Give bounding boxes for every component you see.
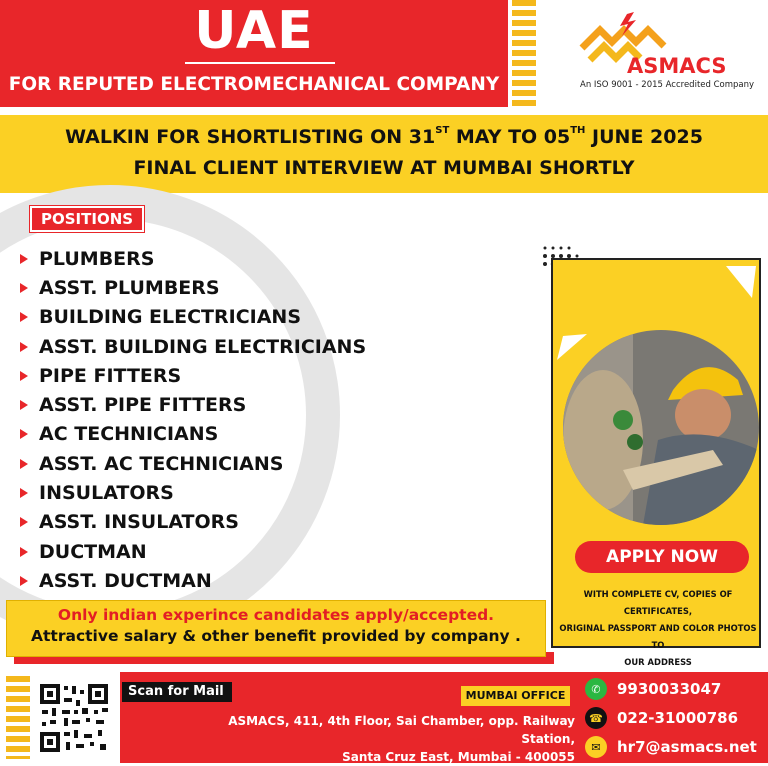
contact-mobile[interactable]: ✆ 9930033047 [585, 678, 721, 700]
triangle-decoration [722, 262, 758, 302]
interview-note: FINAL CLIENT INTERVIEW AT MUMBAI SHORTLY [133, 157, 635, 179]
positions-list [20, 244, 366, 596]
notice-box [6, 600, 546, 657]
contact-email[interactable]: ✉ hr7@asmacs.net [585, 736, 757, 758]
list-item: ASST. PIPE FITTERS [20, 390, 366, 419]
arrow-icon [20, 459, 28, 469]
list-item: PLUMBERS [20, 244, 366, 273]
logo-name: ASMACS [627, 54, 727, 78]
arrow-icon [20, 547, 28, 557]
mail-icon: ✉ [585, 736, 607, 758]
list-item: BUILDING ELECTRICIANS [20, 303, 366, 332]
positions-label: POSITIONS [30, 206, 144, 232]
notice-benefits: Attractive salary & other benefit provided by company . [31, 627, 521, 645]
page-title: UAE [194, 1, 314, 61]
arrow-icon [20, 283, 28, 293]
arrow-icon [20, 342, 28, 352]
list-item: INSULATORS [20, 478, 366, 507]
whatsapp-icon: ✆ [585, 678, 607, 700]
arrow-icon [20, 576, 28, 586]
list-item: PIPE FITTERS [20, 361, 366, 390]
arrow-icon [20, 400, 28, 410]
list-item: ASST. AC TECHNICIANS [20, 449, 366, 478]
list-item: ASST. BUILDING ELECTRICIANS [20, 332, 366, 361]
arrow-icon [20, 488, 28, 498]
office-label: MUMBAI OFFICE [461, 686, 570, 706]
list-item: DUCTMAN [20, 537, 366, 566]
telephone-icon: ☎ [585, 707, 607, 729]
qr-code-icon[interactable] [38, 682, 110, 754]
logo-tagline: An ISO 9001 - 2015 Accredited Company [580, 80, 755, 90]
arrow-icon [20, 429, 28, 439]
office-address: ASMACS, 411, 4th Floor, Sai Chamber, opp. Railway Station, Santa Cruz East, Mumbai - 400055 [228, 714, 575, 764]
list-item: ASST. INSULATORS [20, 508, 366, 537]
worker-photo [563, 330, 759, 525]
stripe-decoration-footer [6, 676, 30, 759]
worker-illustration-icon [563, 330, 759, 525]
header-subtitle: FOR REPUTED ELECTROMECHANICAL COMPANY [8, 74, 500, 95]
title-underline [185, 62, 335, 64]
apply-instructions: WITH COMPLETE CV, COPIES OF CERTIFICATES, ORIGINAL PASSPORT AND COLOR PHOTOS TO OUR ADDRESS [559, 589, 757, 667]
arrow-icon [20, 517, 28, 527]
apply-now-button[interactable]: APPLY NOW [575, 541, 749, 573]
arrow-icon [20, 371, 28, 381]
list-item: AC TECHNICIANS [20, 420, 366, 449]
walkin-dates: WALKIN FOR SHORTLISTING ON 31ST MAY TO 05TH JUNE 2025 [65, 125, 703, 148]
triangle-decoration [555, 330, 589, 366]
arrow-icon [20, 312, 28, 322]
notice-eligibility: Only indian experince candidates apply/accepted. [57, 606, 495, 624]
arrow-icon [20, 254, 28, 264]
list-item: ASST. PLUMBERS [20, 273, 366, 302]
scan-for-mail-label: Scan for Mail [122, 682, 232, 702]
contact-landline[interactable]: ☎ 022-31000786 [585, 707, 738, 729]
list-item: ASST. DUCTMAN [20, 566, 366, 595]
stripe-decoration-top [512, 0, 536, 107]
